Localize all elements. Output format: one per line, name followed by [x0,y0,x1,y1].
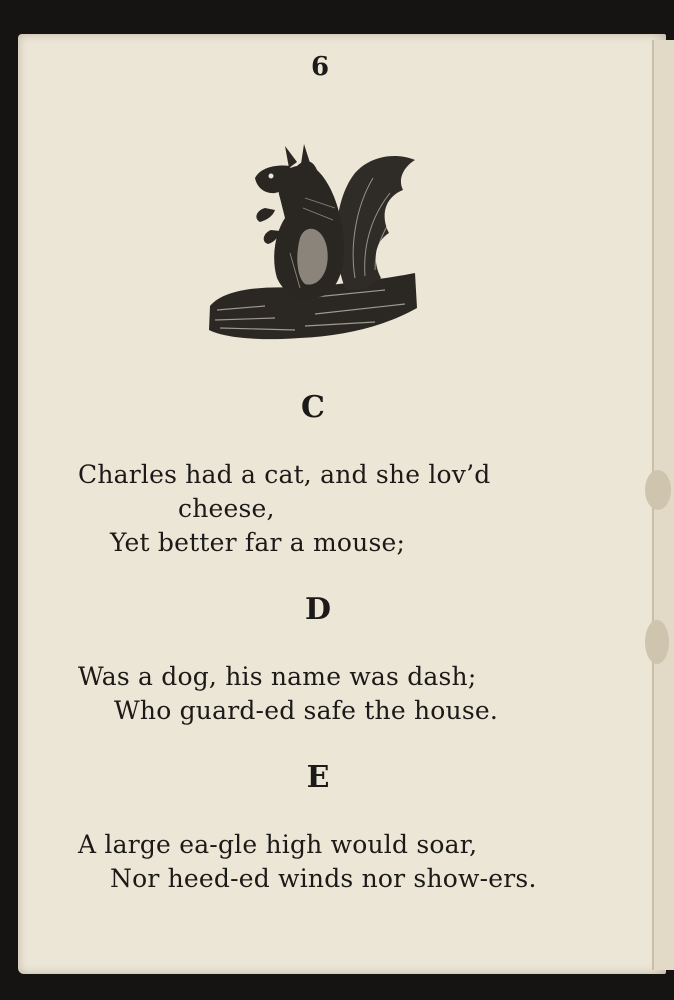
entry-c-line-2: cheese, [178,494,275,523]
entry-c-line-1: Charles had a cat, and she lov’d [78,460,491,489]
entry-letter-e: E [306,760,330,795]
entry-e-line-2: Nor heed-ed winds nor show-ers. [110,864,537,893]
entry-e-line-1: A large ea-gle high would soar, [78,830,478,859]
entry-letter-c: C [301,390,325,425]
entry-c-line-3: Yet better far a mouse; [110,528,406,557]
entry-letter-d: D [304,592,331,627]
paper-tear [645,470,671,510]
entry-d-line-1: Was a dog, his name was dash; [78,662,477,691]
squirrel-woodcut-icon [205,138,420,348]
entry-d-line-2: Who guard-ed safe the house. [114,696,498,725]
page-number: 6 [310,52,330,82]
paper-tear [645,620,669,664]
